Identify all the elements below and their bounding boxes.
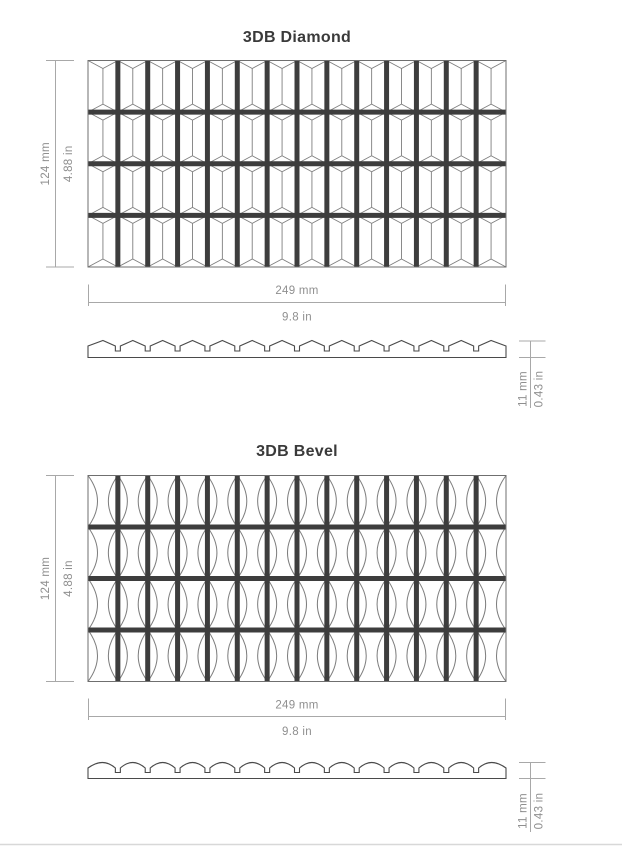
width-mm-label: 249 mm [275,285,319,297]
facet-line [88,61,103,69]
tile-cell [118,112,148,164]
tile-cell [357,215,387,267]
width-dimension [89,285,506,324]
tile-cell [357,61,387,113]
tile-cell [476,215,506,267]
tile-cell [446,164,476,216]
tile-cell [148,61,178,113]
tile-cell [207,215,237,267]
tile-cell [387,61,417,113]
depth-mm-label: 11 mm [517,371,530,407]
tile-cell [327,61,357,113]
figure-bevel [0,425,622,848]
tile-cell [416,112,446,164]
tile-cell [327,215,357,267]
tile-cell [297,164,327,216]
depth-in-label: 0.43 in [533,370,546,408]
tile-cell [416,215,446,267]
facet-line [491,259,506,267]
tile-cell [476,112,506,164]
tile-cell [148,112,178,164]
tile-cell [267,164,297,216]
tile-cell [237,164,267,216]
tile-cell [178,112,208,164]
tile-cell [118,215,148,267]
width-in-label: 9.8 in [282,311,312,324]
tile-cell [387,112,417,164]
facet-line [491,61,506,69]
facet-line [88,259,103,267]
tile-cell [357,164,387,216]
panel-front-view [88,61,506,268]
tile-cell [267,215,297,267]
tile-cell [88,215,118,267]
width-in-label: 9.8 in [282,726,312,738]
tile-cell [416,61,446,113]
tile-cell [207,112,237,164]
height-mm-label: 124 mm [40,556,52,601]
tile-cell [297,112,327,164]
tile-cell [357,112,387,164]
figure-title: 3DB Bevel [256,443,338,460]
depth-dimension [518,341,546,408]
width-dimension [89,699,506,739]
profile-path [88,341,506,358]
height-mm-label: 124 mm [40,142,52,186]
tile-cell [207,61,237,113]
tile-cell [148,164,178,216]
tile-cell [118,61,148,113]
tile-cell [88,61,118,113]
depth-dimension [518,763,546,833]
tile-cell [327,112,357,164]
tile-cell [387,215,417,267]
tile-cell [237,61,267,113]
tile-cell [148,215,178,267]
tile-cell [267,112,297,164]
tile-cell [178,61,208,113]
tile-cell [327,164,357,216]
tile-cell [178,164,208,216]
figure-title: 3DB Diamond [242,29,352,46]
tile-cell [476,164,506,216]
tile-cell [267,61,297,113]
panel-side-profile [88,341,506,358]
tile-cell [88,112,118,164]
tile-cell [178,215,208,267]
height-dimension [40,476,75,682]
profile-path [88,763,506,779]
tile-cell [387,164,417,216]
tile-cell [446,215,476,267]
panel-side-profile [88,763,506,779]
tile-cell [118,164,148,216]
depth-in-label: 0.43 in [533,792,546,830]
panel-front-view [79,476,516,682]
tile-cell [446,61,476,113]
height-in-label: 4.88 in [63,145,75,183]
height-dimension [40,61,75,268]
tile-cell [237,215,267,267]
tile-cell [88,164,118,216]
tile-cell [237,112,267,164]
tile-cell [416,164,446,216]
tile-cell [297,215,327,267]
width-mm-label: 249 mm [275,699,319,712]
height-in-label: 4.88 in [63,560,75,597]
tile-cell [207,164,237,216]
depth-mm-label: 11 mm [517,793,530,829]
tile-cell [476,61,506,113]
tile-cell [297,61,327,113]
tile-cell [446,112,476,164]
